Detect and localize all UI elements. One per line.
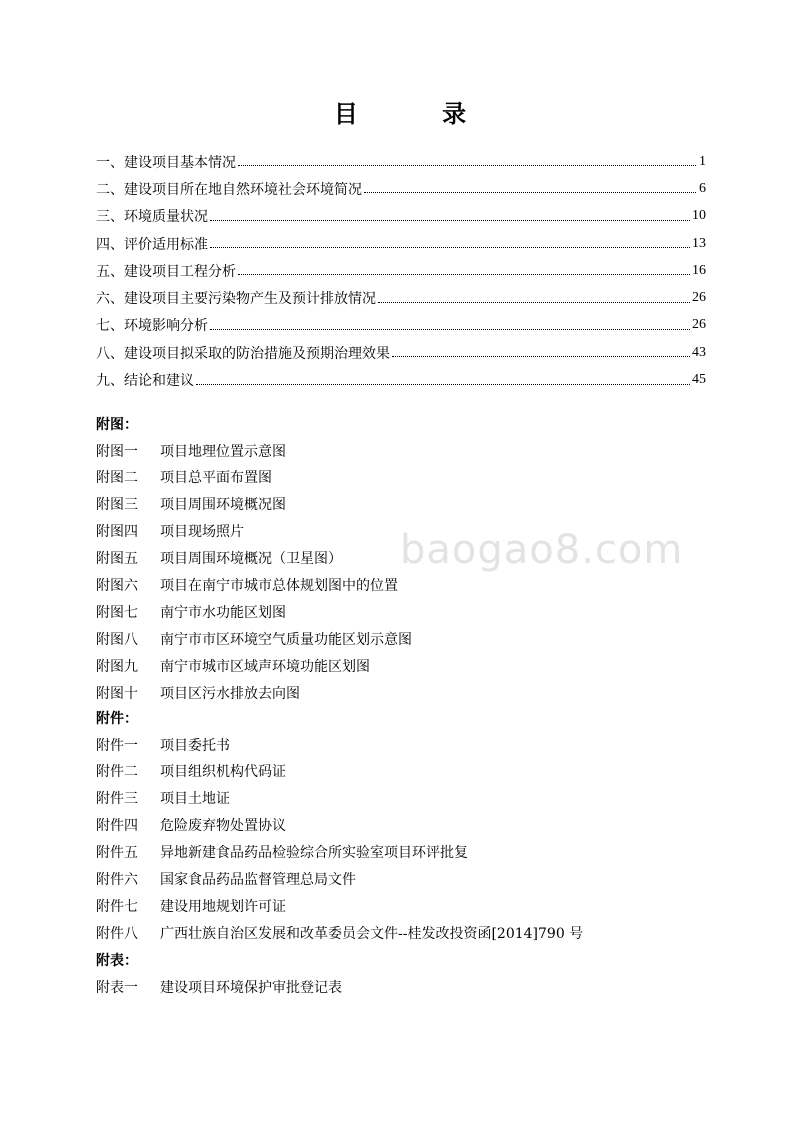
- toc-entry-page: 1: [699, 153, 706, 169]
- attachment-label: 附件一: [96, 737, 138, 754]
- toc-entry-label: 九、结论和建议: [96, 373, 194, 390]
- attachment-item: [96, 733, 716, 760]
- figure-title: 南宁市水功能区划图: [160, 604, 286, 621]
- attachment-item: [96, 867, 716, 894]
- attachment-label: 附件七: [96, 898, 138, 915]
- figure-title: 南宁市城市区域声环境功能区划图: [160, 658, 370, 675]
- figure-title: 项目在南宁市城市总体规划图中的位置: [160, 577, 398, 594]
- figure-label: 附图八: [96, 631, 138, 648]
- dot-leader: [210, 247, 690, 248]
- toc-entry-label: 二、建设项目所在地自然环境社会环境简况: [96, 181, 362, 198]
- attachment-title: 危险废弃物处置协议: [160, 818, 286, 835]
- attachment-title: 异地新建食品药品检验综合所实验室项目环评批复: [160, 845, 468, 862]
- figure-label: 附图一: [96, 443, 138, 460]
- toc-entry-label: 三、环境质量状况: [96, 209, 208, 226]
- toc-entry-label: 六、建设项目主要污染物产生及预计排放情况: [96, 291, 376, 308]
- attachment-title: 项目委托书: [160, 737, 230, 754]
- dot-leader: [210, 220, 690, 221]
- dot-leader: [392, 356, 690, 357]
- figure-item: [96, 627, 716, 654]
- figure-item: [96, 465, 716, 492]
- figure-title: 南宁市市区环境空气质量功能区划示意图: [160, 631, 412, 648]
- toc-entry-page: 45: [692, 372, 706, 388]
- figure-item: [96, 439, 716, 466]
- dot-leader: [210, 329, 690, 330]
- figure-label: 附图四: [96, 524, 138, 541]
- attachment-label: 附件五: [96, 845, 138, 862]
- attachment-title: 国家食品药品监督管理总局文件: [160, 871, 356, 888]
- figure-item: [96, 681, 716, 708]
- attachment-title: 建设用地规划许可证: [160, 898, 286, 915]
- figure-label: 附图六: [96, 577, 138, 594]
- attachment-label: 附件六: [96, 871, 138, 888]
- figure-label: 附图五: [96, 551, 138, 568]
- figure-title: 项目区污水排放去向图: [160, 685, 300, 702]
- figure-item: [96, 654, 716, 681]
- toc-entry[interactable]: [96, 312, 706, 339]
- toc-entry[interactable]: [96, 175, 706, 202]
- figure-label: 附图七: [96, 604, 138, 621]
- tables-section: [96, 948, 716, 1001]
- attachment-label: 附件八: [96, 925, 138, 942]
- toc-entry-page: 10: [692, 208, 706, 224]
- attachment-item: [96, 840, 716, 867]
- attachment-label: 附件三: [96, 791, 138, 808]
- attachment-item: [96, 813, 716, 840]
- toc-entry-label: 一、建设项目基本情况: [96, 154, 236, 171]
- dot-leader: [238, 274, 690, 275]
- table-label: 附表一: [96, 979, 138, 996]
- attachment-label: 附件二: [96, 764, 138, 781]
- attachment-item: [96, 786, 716, 813]
- toc-entry[interactable]: [96, 257, 706, 284]
- figure-label: 附图九: [96, 658, 138, 675]
- toc-entry[interactable]: [96, 284, 706, 311]
- figure-label: 附图十: [96, 685, 138, 702]
- toc-entry-page: 6: [699, 180, 706, 196]
- dot-leader: [196, 384, 690, 385]
- table-of-contents: [96, 148, 706, 394]
- toc-entry-label: 八、建设项目拟采取的防治措施及预期治理效果: [96, 345, 390, 362]
- toc-entry[interactable]: [96, 148, 706, 175]
- toc-entry-page: 13: [692, 235, 706, 251]
- toc-entry-page: 26: [692, 317, 706, 333]
- dot-leader: [364, 192, 696, 193]
- figure-item: [96, 573, 716, 600]
- figure-title: 项目周围环境概况图: [160, 497, 286, 514]
- toc-entry-label: 五、建设项目工程分析: [96, 263, 236, 280]
- toc-entry-label: 七、环境影响分析: [96, 318, 208, 335]
- toc-entry[interactable]: [96, 230, 706, 257]
- dot-leader: [378, 302, 690, 303]
- figure-title: 项目周围环境概况（卫星图）: [160, 551, 342, 568]
- toc-entry[interactable]: [96, 366, 706, 393]
- toc-entry-page: 16: [692, 262, 706, 278]
- attachment-title: 广西壮族自治区发展和改革委员会文件--桂发改投资函[2014]790 号: [160, 925, 584, 942]
- attachments-section: [96, 706, 716, 948]
- attachment-item: [96, 894, 716, 921]
- attachment-item: [96, 759, 716, 786]
- attachment-title: 项目组织机构代码证: [160, 764, 286, 781]
- toc-entry-page: 26: [692, 290, 706, 306]
- figure-item: [96, 492, 716, 519]
- attachment-item: [96, 921, 716, 948]
- table-title: 建设项目环境保护审批登记表: [160, 979, 342, 996]
- toc-entry[interactable]: [96, 339, 706, 366]
- figure-title: 项目现场照片: [160, 524, 244, 541]
- watermark: baogao8.com: [400, 527, 684, 573]
- tables-heading: 附表：: [96, 953, 138, 969]
- figure-title: 项目总平面布置图: [160, 470, 272, 487]
- figure-label: 附图三: [96, 497, 138, 514]
- table-item: [96, 975, 716, 1002]
- document-title: 目 录: [333, 99, 505, 128]
- toc-entry[interactable]: [96, 203, 706, 230]
- figure-item: [96, 600, 716, 627]
- figures-heading: 附图：: [96, 417, 138, 433]
- dot-leader: [238, 165, 696, 166]
- attachment-title: 项目土地证: [160, 791, 230, 808]
- toc-entry-page: 43: [692, 344, 706, 360]
- figure-label: 附图二: [96, 470, 138, 487]
- toc-entry-label: 四、评价适用标准: [96, 236, 208, 253]
- attachments-heading: 附件：: [96, 711, 138, 727]
- attachment-label: 附件四: [96, 818, 138, 835]
- figure-title: 项目地理位置示意图: [160, 443, 286, 460]
